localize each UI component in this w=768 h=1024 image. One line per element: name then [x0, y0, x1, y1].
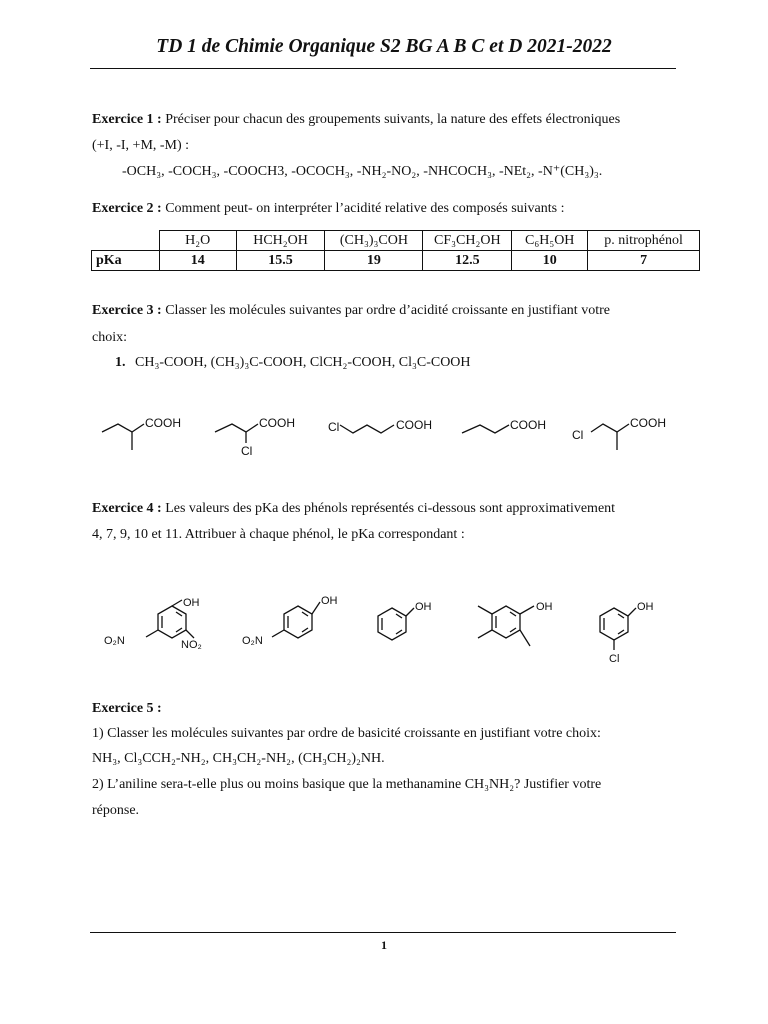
label-oh: OH	[415, 601, 432, 613]
table-header-cell: H₂O	[159, 231, 236, 251]
pka-table	[91, 230, 700, 271]
table-cell: 19	[325, 251, 423, 271]
label-oh: OH	[321, 595, 338, 607]
bond	[186, 630, 194, 638]
label-cl: Cl	[328, 420, 340, 434]
exercise-3-text-cont: choix:	[92, 330, 127, 345]
bond	[478, 606, 492, 614]
exercise-3-text: Classer les molécules suivantes par ordre d’acidité croissante en justifiant votre	[165, 303, 610, 318]
exercise-5-label: Exercice 5 :	[92, 701, 162, 716]
table-cell: 14	[159, 251, 236, 271]
bond	[520, 630, 530, 646]
label-cl: Cl	[609, 653, 620, 665]
bond-chain	[591, 424, 629, 432]
item-text: CH₃-COOH, (CH₃)₃C-COOH, ClCH₂-COOH, Cl₃C-COOH	[135, 355, 471, 370]
bond	[520, 606, 534, 614]
label-cl: Cl	[241, 444, 253, 458]
exercise-1-groups: -OCH₃, -COCH₃, -COOCH3, -OCOCH₃, -NH₂-NO₂, -NHCOCH₃, -NEt₂, -N⁺(CH₃)₃.	[122, 164, 603, 179]
table-header-cell: p. nitrophénol	[588, 231, 700, 251]
bond	[406, 608, 414, 616]
label-cl: Cl	[572, 428, 584, 442]
label-no2: O₂N	[104, 635, 125, 647]
acid-structures	[90, 405, 690, 465]
page-title: TD 1 de Chimie Organique S2 BG A B C et D 2021-2022	[156, 36, 612, 57]
exercise-1-effects: (+I, -I, +M, -M) :	[92, 138, 190, 153]
label-cooh: COOH	[259, 416, 295, 430]
exercise-5-q2-cont: réponse.	[92, 803, 140, 818]
table-header-cell: CF₃CH₂OH	[423, 231, 512, 251]
label-no2: O₂N	[242, 635, 263, 647]
item-number: 1.	[115, 355, 126, 370]
exercise-4-text-cont: 4, 7, 9, 10 et 11. Attribuer à chaque phénol, le pKa correspondant :	[92, 527, 465, 542]
label-oh: OH	[183, 597, 200, 609]
bond-chain	[215, 424, 258, 432]
exercise-1-label: Exercice 1 :	[92, 112, 162, 127]
table-cell: 12.5	[423, 251, 512, 271]
exercise-4-text: Les valeurs des pKa des phénols représentés ci-dessous sont approximativement	[165, 501, 616, 516]
exercise-1	[92, 110, 620, 130]
exercise-3	[92, 301, 610, 321]
pka-table-row	[92, 251, 700, 271]
table-cell: 10	[512, 251, 588, 271]
bond	[172, 600, 182, 606]
table-cell: 15.5	[236, 251, 325, 271]
exercise-2-label: Exercice 2 :	[92, 201, 162, 216]
footer-rule	[90, 932, 676, 933]
exercise-5-q1: 1) Classer les molécules suivantes par ordre de basicité croissante en justifiant votre choix:	[92, 726, 601, 741]
bond	[146, 630, 158, 637]
table-row-label: pKa	[92, 251, 160, 271]
bond-chain	[102, 424, 144, 432]
exercise-4	[92, 499, 615, 519]
label-oh: OH	[536, 601, 553, 613]
label-oh: OH	[637, 601, 654, 613]
exercise-3-label: Exercice 3 :	[92, 303, 162, 318]
bond	[272, 630, 284, 637]
label-cooh: COOH	[510, 418, 546, 432]
label-cooh: COOH	[145, 416, 181, 430]
bond-chain	[462, 425, 509, 433]
label-cooh: COOH	[396, 418, 432, 432]
exercise-4-label: Exercice 4 :	[92, 501, 162, 516]
bond-chain	[340, 425, 394, 433]
bond	[628, 608, 636, 616]
label-cooh: COOH	[630, 416, 666, 430]
label-no2: NO₂	[181, 639, 202, 651]
exercise-2	[92, 199, 565, 219]
exercise-3-item	[115, 353, 471, 373]
table-header-cell: HCH₂OH	[236, 231, 325, 251]
exercise-1-text: Préciser pour chacun des groupements suivants, la nature des effets électroniques	[165, 112, 621, 127]
exercise-5-q2: 2) L’aniline sera-t-elle plus ou moins basique que la methanamine CH₃NH₂? Justifier votre	[92, 777, 602, 792]
bond	[312, 602, 320, 614]
table-header-cell: C₆H₅OH	[512, 231, 588, 251]
table-empty-cell	[92, 231, 160, 251]
exercise-5-q1-list: NH₃, Cl₃CCH₂-NH₂, CH₃CH₂-NH₂, (CH₃CH₂)₂NH.	[92, 751, 385, 766]
pka-table-header-row	[92, 231, 700, 251]
header-rule	[90, 68, 676, 69]
page-number: 1	[381, 938, 387, 952]
phenol-structures	[90, 590, 690, 670]
table-header-cell: (CH₃)₃COH	[325, 231, 423, 251]
bond	[478, 630, 492, 638]
exercise-2-text: Comment peut- on interpréter l’acidité relative des composés suivants :	[165, 201, 565, 216]
table-cell: 7	[588, 251, 700, 271]
